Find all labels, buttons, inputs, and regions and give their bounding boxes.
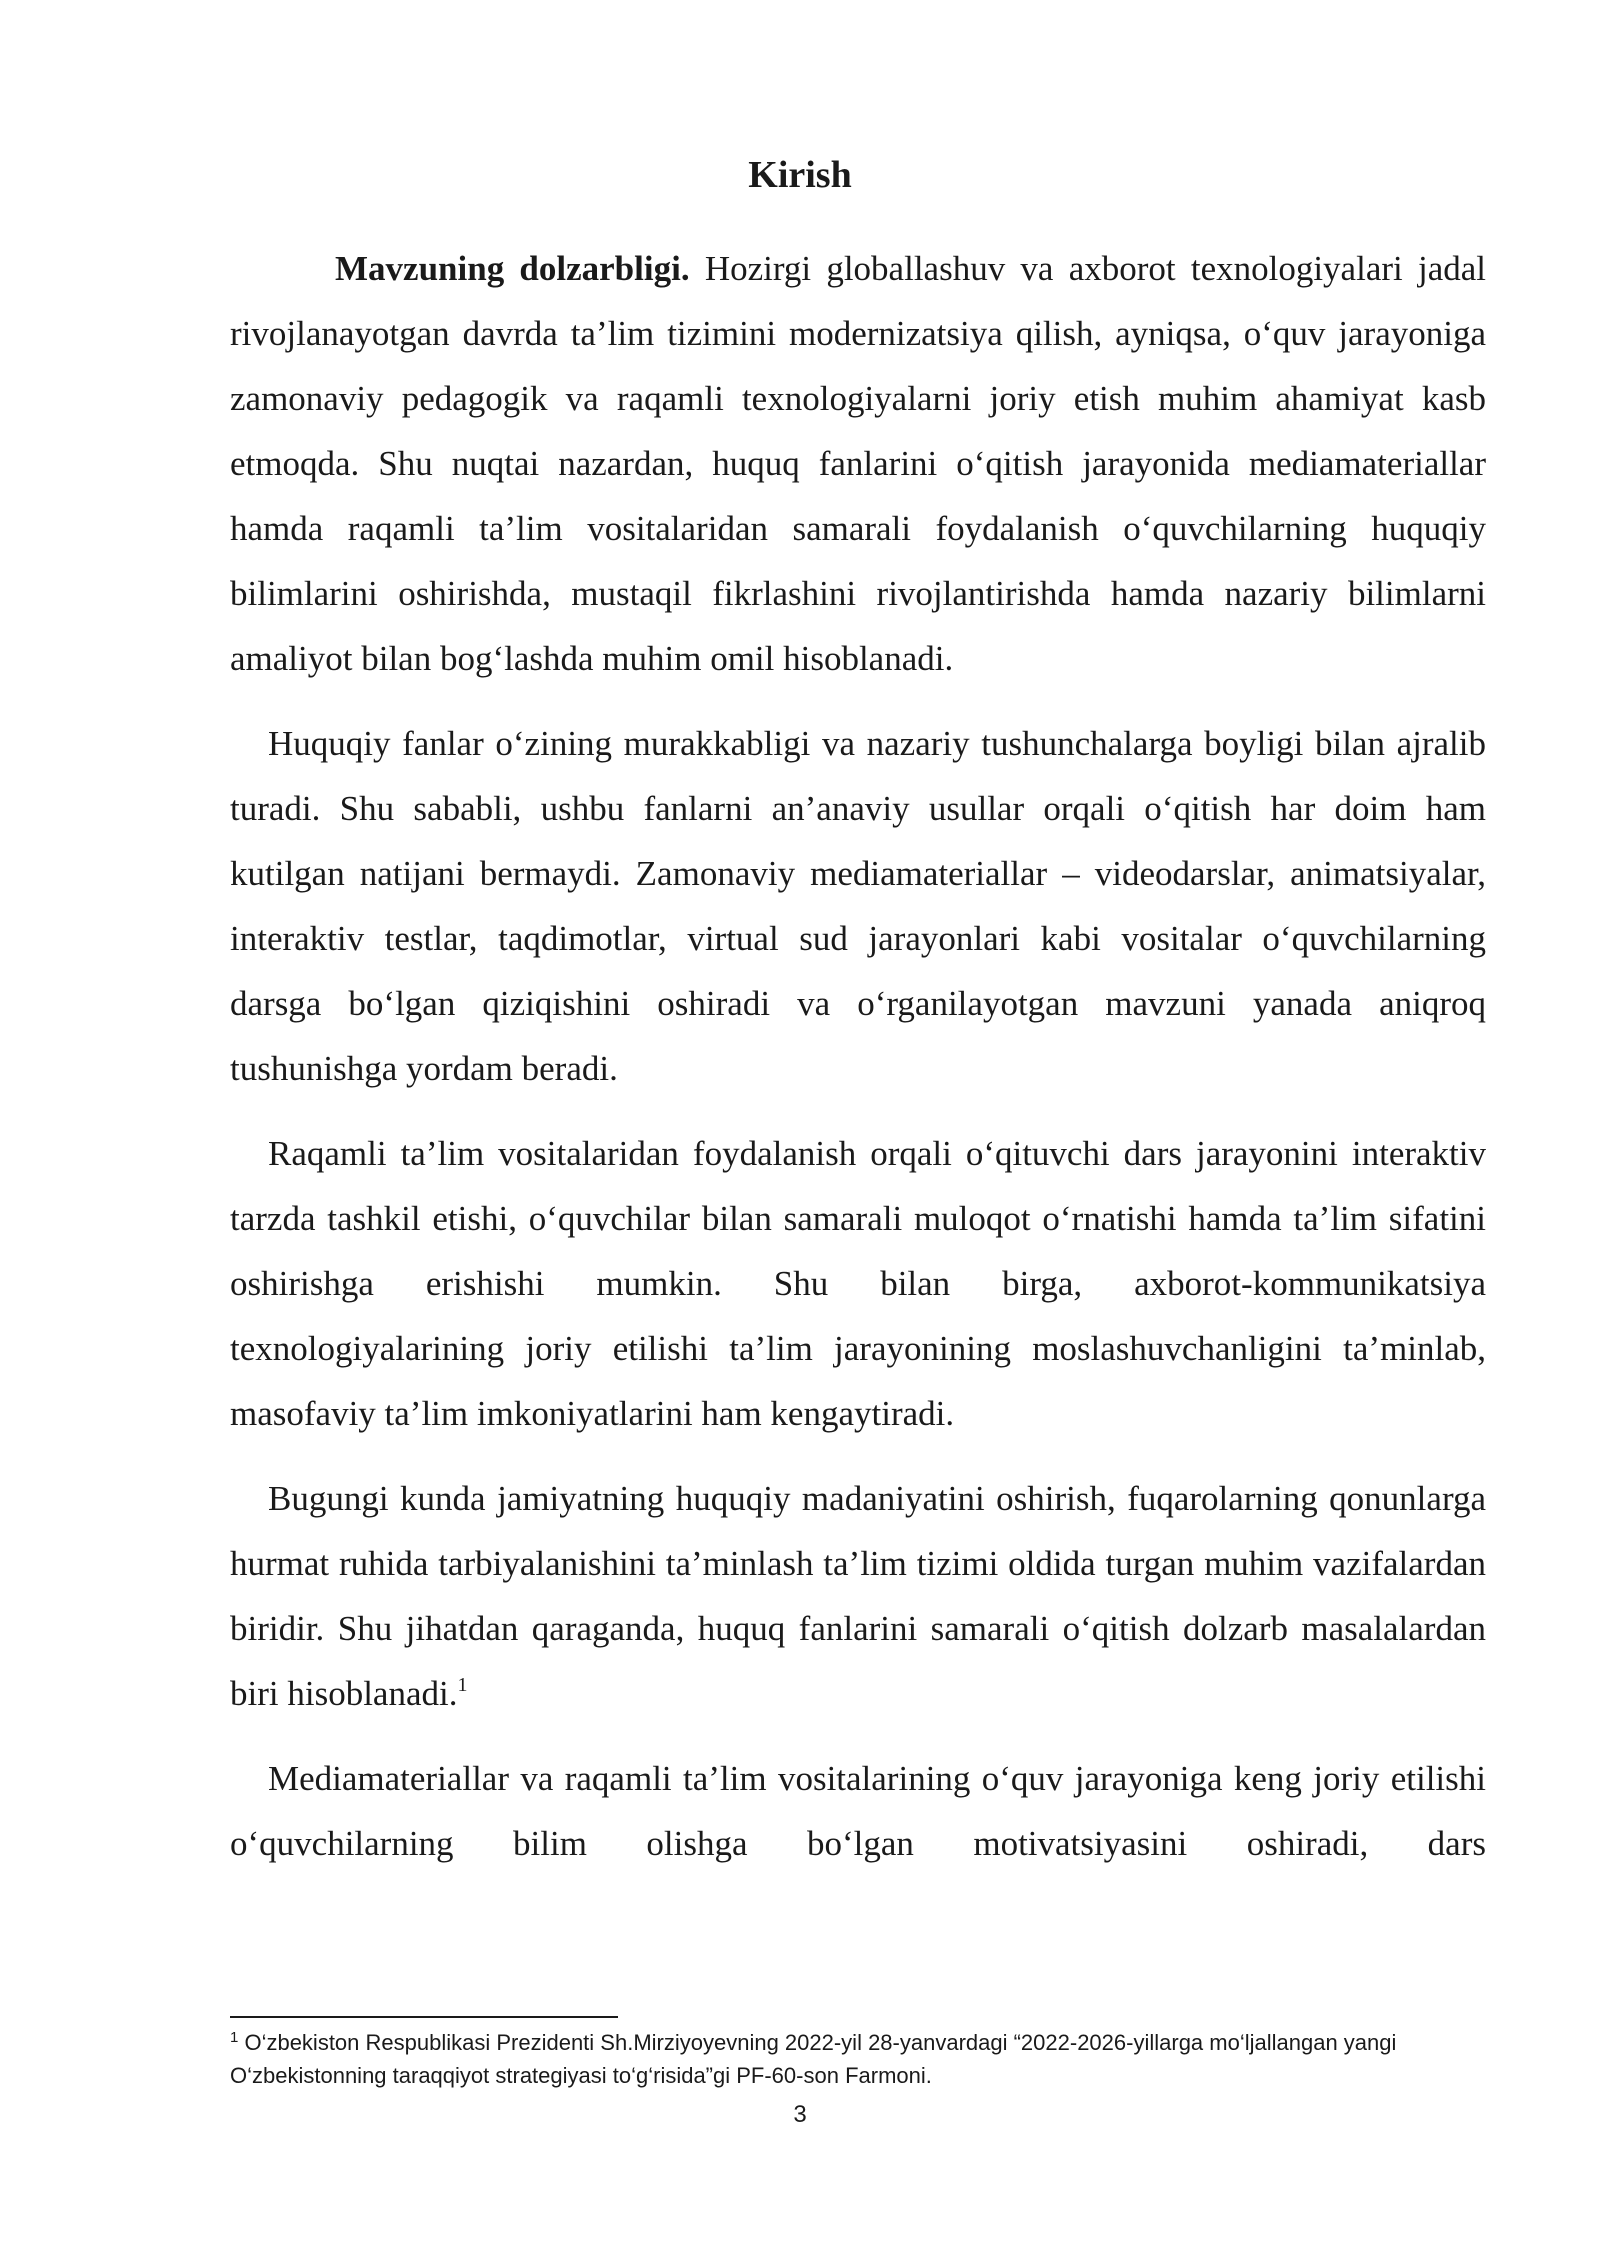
paragraph-1-text: Hozirgi globallashuv va axborot texnologiyalari jadal rivojlanayotgan davrda ta’lim tizimini modernizatsiya qilish, ayniqsa, o‘quv jarayoniga zamonaviy pedagogik va raqamli texnologiyalarni joriy etish muhim ahamiyat kasb etmoqda. Shu nuqtai nazardan, huquq fanlarini o‘qitish jarayonida mediamateriallar hamda raqamli ta’lim vositalaridan samarali foydalanish o‘quvchilarning huquqiy bilimlarini oshirishda, mustaqil fikrlashini rivojlantirishda hamda nazariy bilimlarni amaliyot bilan bog‘lashda muhim omil hisoblanadi. bbox=[230, 249, 1486, 678]
paragraph-5-text: Mediamateriallar va raqamli ta’lim vositalarining o‘quv jarayoniga keng joriy etilishi o‘quvchilarning bilim olishga bo‘lgan motivatsiyasini oshiradi, dars bbox=[230, 1759, 1486, 1863]
paragraph-4-text: Bugungi kunda jamiyatning huquqiy madaniyatini oshirish, fuqarolarning qonunlarga hurmat ruhida tarbiyalanishini ta’minlash ta’lim tizimi oldida turgan muhim vazifalardan biridir. Shu jihatdan qaraganda, huquq fanlarini samarali o‘qitish dolzarb masalalardan biri hisoblanadi. bbox=[230, 1479, 1486, 1713]
paragraph-5 bbox=[230, 1746, 1486, 1876]
footnote-reference[interactable]: 1 bbox=[457, 1674, 468, 1696]
body-text bbox=[230, 236, 1486, 1896]
paragraph-3 bbox=[230, 1121, 1486, 1446]
footnote bbox=[230, 2026, 1490, 2092]
paragraph-1 bbox=[230, 236, 1486, 691]
paragraph-lead-heading: Mavzuning dolzarbligi. bbox=[335, 249, 690, 288]
paragraph-2 bbox=[230, 711, 1486, 1101]
footnote-text: O‘zbekiston Respublikasi Prezidenti Sh.Mirziyoyevning 2022-yil 28-yanvardagi “2022-2026-yillarga mo‘ljallangan yangi O‘zbekistonning taraqqiyot strategiyasi to‘g‘risida”gi PF-60-son Farmoni. bbox=[230, 2030, 1397, 2088]
paragraph-2-text: Huquqiy fanlar o‘zining murakkabligi va nazariy tushunchalarga boyligi bilan ajralib turadi. Shu sababli, ushbu fanlarni an’anaviy usullar orqali o‘qitish har doim ham kutilgan natijani bermaydi. Zamonaviy mediamateriallar – videodarslar, animatsiyalar, interaktiv testlar, taqdimotlar, virtual sud jarayonlari kabi vositalar o‘quvchilarning darsga bo‘lgan qiziqishini oshiradi va o‘rganilayotgan mavzuni yanada aniqroq tushunishga yordam beradi. bbox=[230, 724, 1486, 1088]
page-number: 3 bbox=[793, 2101, 807, 2128]
paragraph-3-text: Raqamli ta’lim vositalaridan foydalanish orqali o‘qituvchi dars jarayonini interaktiv tarzda tashkil etishi, o‘quvchilar bilan samarali muloqot o‘rnatishi hamda ta’lim sifatini oshirishga erishishi mumkin. Shu bilan birga, axborot-kommunikatsiya texnologiyalarining joriy etilishi ta’lim jarayonining moslashuvchanligini ta’minlab, masofaviy ta’lim imkoniyatlarini ham kengaytiradi. bbox=[230, 1134, 1486, 1433]
page-title: Kirish bbox=[748, 154, 852, 196]
footnote-marker: 1 bbox=[230, 2029, 239, 2046]
footnote-separator bbox=[230, 2016, 618, 2018]
paragraph-4 bbox=[230, 1466, 1486, 1726]
